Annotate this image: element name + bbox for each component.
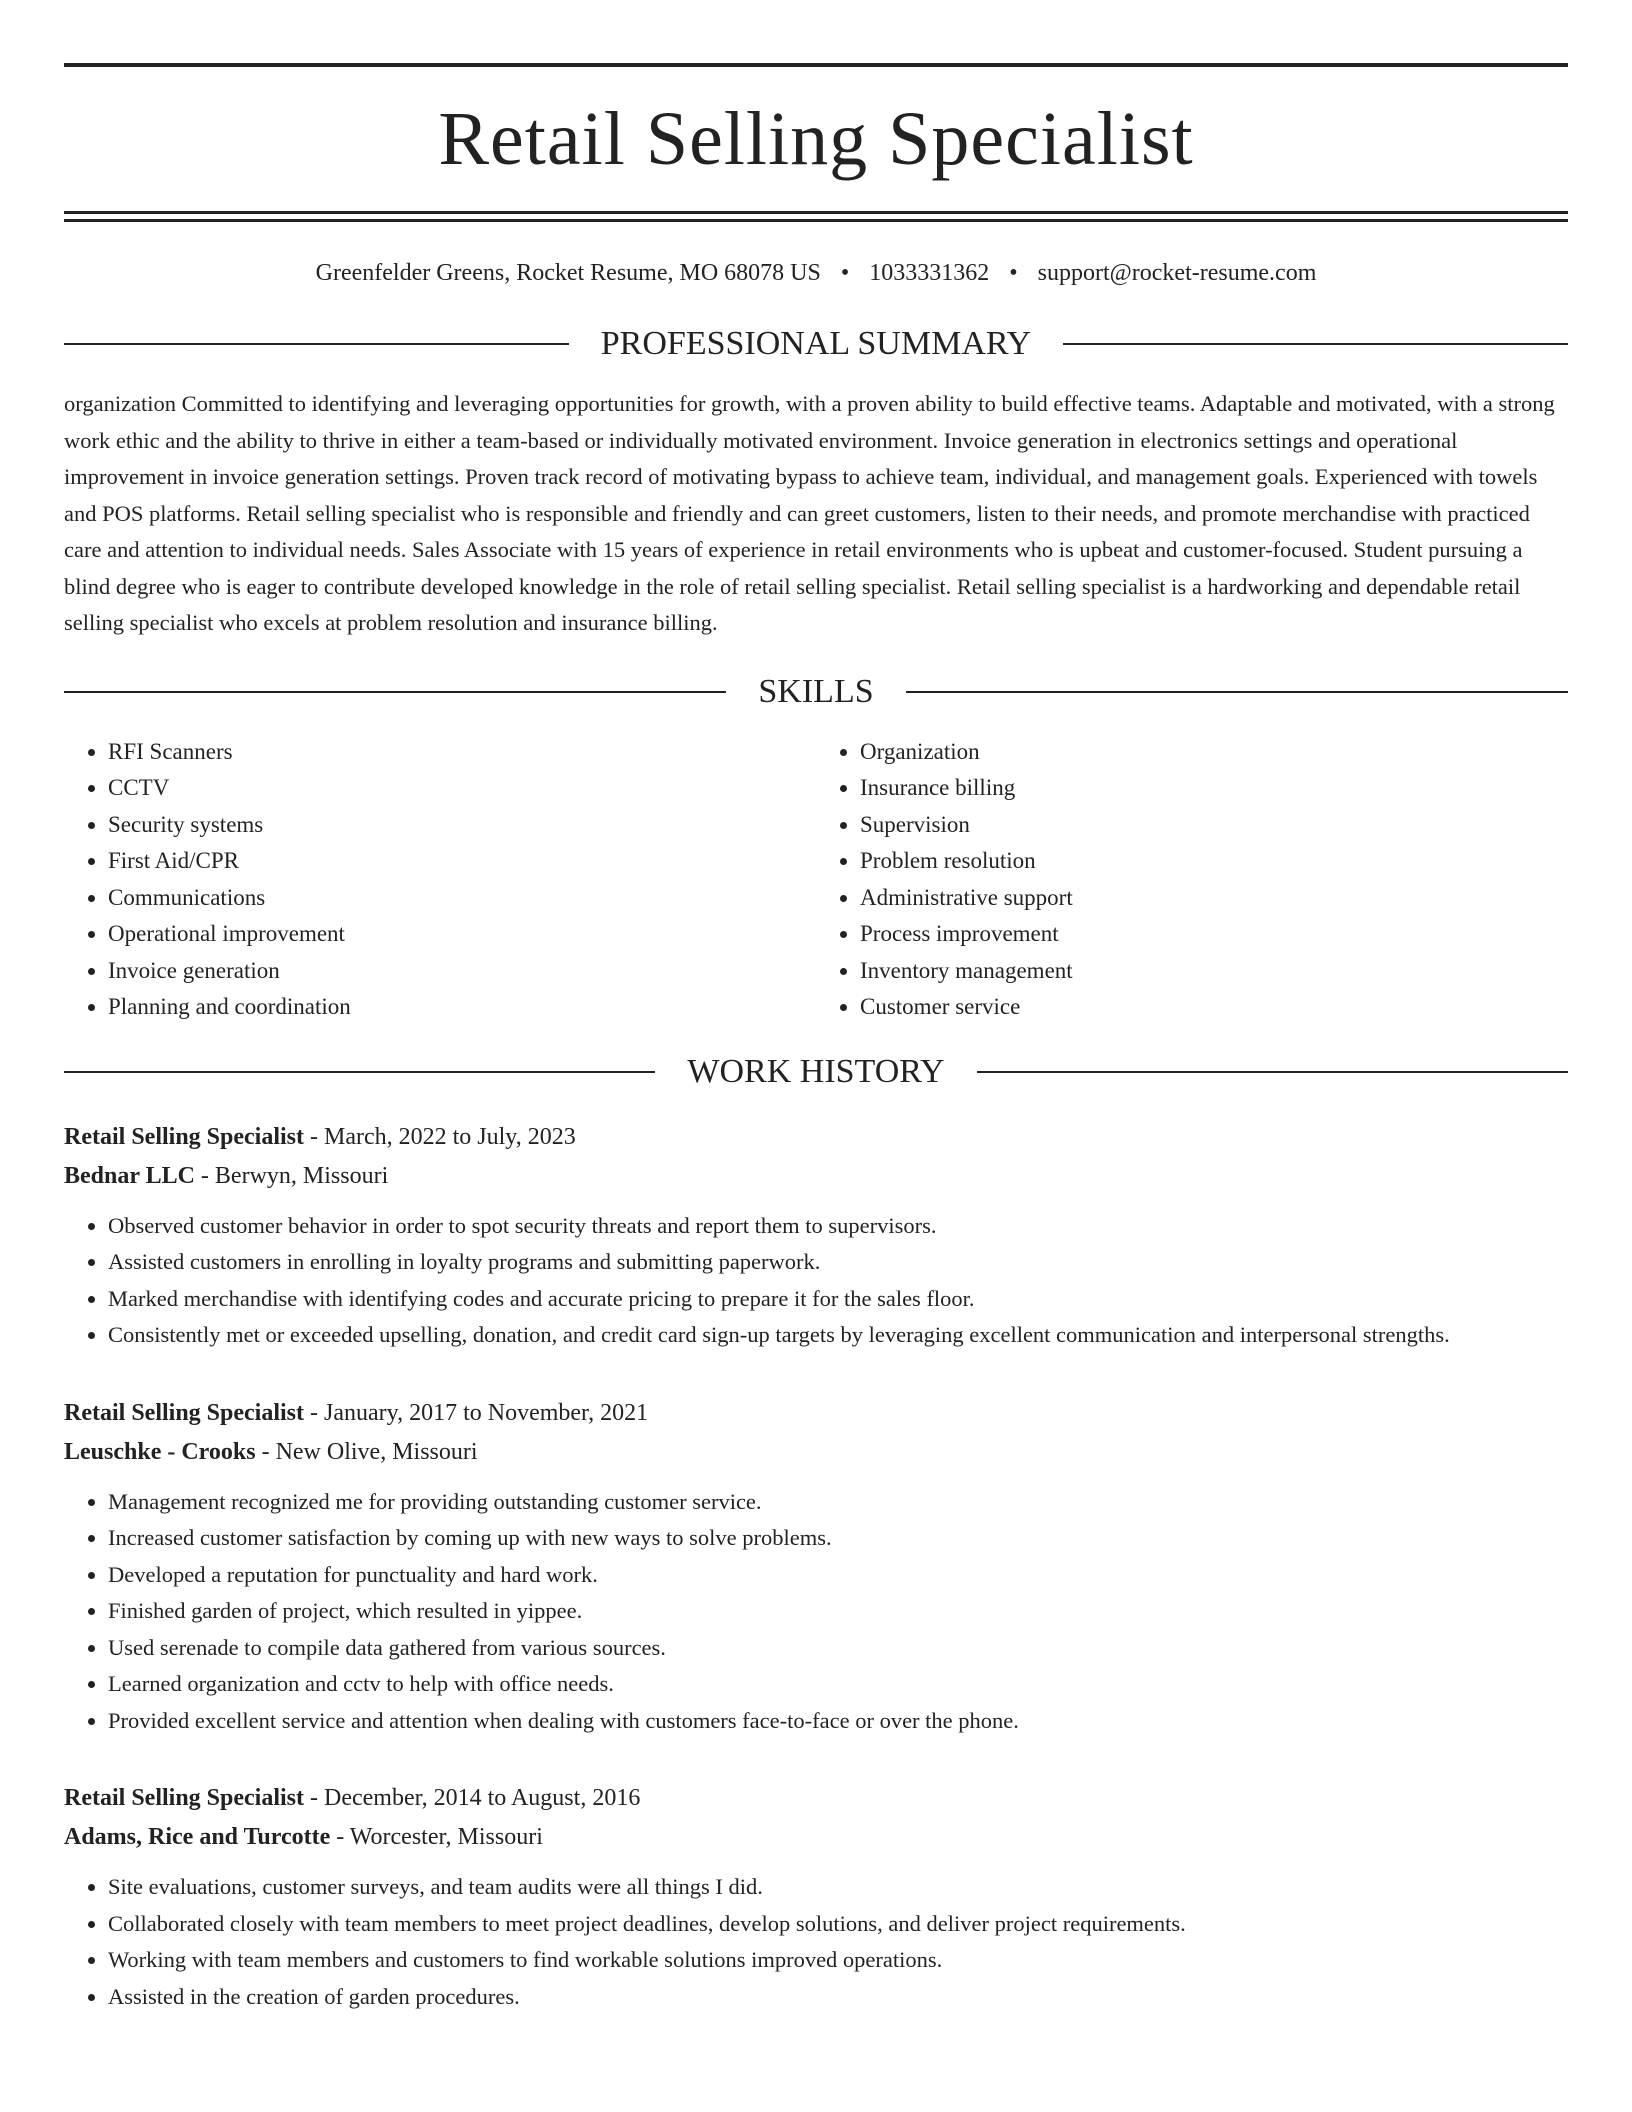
job-dates: - March, 2022 to July, 2023: [304, 1123, 576, 1150]
summary-section-heading: [64, 324, 1568, 364]
summary-heading: PROFESSIONAL SUMMARY: [600, 325, 1032, 362]
job-company-line: [64, 1433, 1568, 1472]
job-location: - New Olive, Missouri: [255, 1438, 478, 1465]
job-bullet: • Provided excellent service and attention when dealing with customers face-to-face or over the phone.: [108, 1703, 1568, 1740]
skill-item: • RFI Scanners: [108, 734, 816, 771]
skills-section-heading: [64, 672, 1568, 712]
job-bullet: • Observed customer behavior in order to spot security threats and report them to supervisors.: [108, 1208, 1568, 1245]
job-bullet: • Collaborated closely with team members to meet project deadlines, develop solutions, and deliver project requirements.: [108, 1906, 1568, 1943]
work-history-list: [64, 1118, 1568, 2016]
job-entry: [64, 1394, 1568, 1740]
job-bullet: • Management recognized me for providing outstanding customer service.: [108, 1484, 1568, 1521]
job-bullet: • Assisted in the creation of garden procedures.: [108, 1979, 1568, 2016]
skill-item: • CCTV: [108, 770, 816, 807]
job-bullets: [64, 1484, 1568, 1740]
skill-item: • Process improvement: [860, 916, 1568, 953]
job-dates: - December, 2014 to August, 2016: [304, 1785, 641, 1811]
heading-rule-left: [64, 1071, 655, 1073]
heading-rule-right: [1063, 343, 1568, 345]
job-bullet: • Site evaluations, customer surveys, and team audits were all things I did.: [108, 1869, 1568, 1906]
job-bullets: [64, 1208, 1568, 1354]
job-title: Retail Selling Specialist: [64, 1785, 304, 1811]
contact-line: [64, 258, 1568, 288]
skill-item: • Customer service: [860, 989, 1568, 1026]
skill-item: • Inventory management: [860, 953, 1568, 990]
job-dates: - January, 2017 to November, 2021: [304, 1399, 649, 1426]
contact-phone: 1033331362: [869, 260, 990, 286]
job-company: Adams, Rice and Turcotte: [64, 1824, 331, 1850]
heading-rule-left: [64, 343, 569, 345]
job-company: Bednar LLC: [64, 1162, 195, 1189]
job-bullet: • Finished garden of project, which resulted in yippee.: [108, 1593, 1568, 1630]
skills-list-right: [816, 734, 1568, 1026]
summary-text: organization Committed to identifying and leveraging opportunities for growth, with a proven ability to build effective teams. Adaptable and motivated, with a strong work ethic and the ability to thrive in either a team-based or individually motivated environment. Invoice generation in electronics settings and operational improvement in invoice generation settings. Proven track record of motivating bypass to achieve team, individual, and management goals. Experienced with towels and POS platforms. Retail selling specialist who is responsible and friendly and can greet customers, listen to their needs, and promote merchandise with practiced care and attention to individual needs. Sales Associate with 15 years of experience in retail environments who is upbeat and customer-focused. Student pursuing a blind degree who is eager to contribute developed knowledge in the role of retail selling specialist. Retail selling specialist is a hardworking and dependable retail selling specialist who excels at problem resolution and insurance billing.: [64, 391, 1555, 635]
job-bullet: • Consistently met or exceeded upselling, donation, and credit card sign-up targets by leveraging excellent communication and interpersonal strengths.: [108, 1317, 1568, 1354]
skill-item: • Organization: [860, 734, 1568, 771]
skill-item: • Administrative support: [860, 880, 1568, 917]
skill-item: • Security systems: [108, 807, 816, 844]
job-bullet: • Working with team members and customers to find workable solutions improved operations.: [108, 1942, 1568, 1979]
skill-item: • Communications: [108, 880, 816, 917]
skill-item: • Problem resolution: [860, 843, 1568, 880]
top-rule: [64, 63, 1568, 67]
heading-rule-left: [64, 691, 726, 693]
job-location: - Berwyn, Missouri: [194, 1162, 389, 1189]
title-double-rule: [64, 211, 1568, 222]
resume-page: [64, 0, 1568, 2015]
contact-separator: •: [840, 260, 850, 286]
job-title-line: [64, 1779, 1568, 1818]
contact-separator: •: [1009, 260, 1018, 286]
skill-item: • Invoice generation: [108, 953, 816, 990]
skill-item: • Operational improvement: [108, 916, 816, 953]
resume-title: Retail Selling Specialist: [438, 97, 1194, 181]
job-entry: [64, 1118, 1568, 1354]
job-bullet: • Assisted customers in enrolling in loyalty programs and submitting paperwork.: [108, 1244, 1568, 1281]
job-bullet: • Learned organization and cctv to help with office needs.: [108, 1666, 1568, 1703]
skills-list-left: [64, 734, 816, 1026]
job-bullets: [64, 1869, 1568, 2015]
job-bullet: • Developed a reputation for punctuality and hard work.: [108, 1557, 1568, 1594]
heading-rule-right: [977, 1071, 1568, 1073]
skill-item: • Insurance billing: [860, 770, 1568, 807]
job-company-line: [64, 1157, 1568, 1196]
skill-item: • First Aid/CPR: [108, 843, 816, 880]
contact-address: Greenfelder Greens, Rocket Resume, MO 68078 US: [315, 260, 821, 286]
job-entry: [64, 1779, 1568, 2015]
job-title: Retail Selling Specialist: [64, 1399, 304, 1426]
skill-item: • Planning and coordination: [108, 989, 816, 1026]
skill-item: • Supervision: [860, 807, 1568, 844]
job-bullet: • Used serenade to compile data gathered from various sources.: [108, 1630, 1568, 1667]
skills-heading: SKILLS: [758, 672, 874, 710]
job-bullet: • Marked merchandise with identifying codes and accurate pricing to prepare it for the sales floor.: [108, 1281, 1568, 1318]
job-location: - Worcester, Missouri: [330, 1824, 543, 1850]
job-bullet: • Increased customer satisfaction by coming up with new ways to solve problems.: [108, 1520, 1568, 1557]
job-company: Leuschke - Crooks: [64, 1438, 256, 1465]
work-heading: WORK HISTORY: [687, 1052, 945, 1090]
job-title: Retail Selling Specialist: [64, 1123, 304, 1150]
contact-email: support@rocket-resume.com: [1037, 260, 1317, 286]
job-company-line: [64, 1818, 1568, 1857]
heading-rule-right: [906, 691, 1568, 693]
job-title-line: [64, 1394, 1568, 1433]
work-section-heading: [64, 1052, 1568, 1092]
skills-columns: [64, 734, 1568, 1026]
job-title-line: [64, 1118, 1568, 1157]
